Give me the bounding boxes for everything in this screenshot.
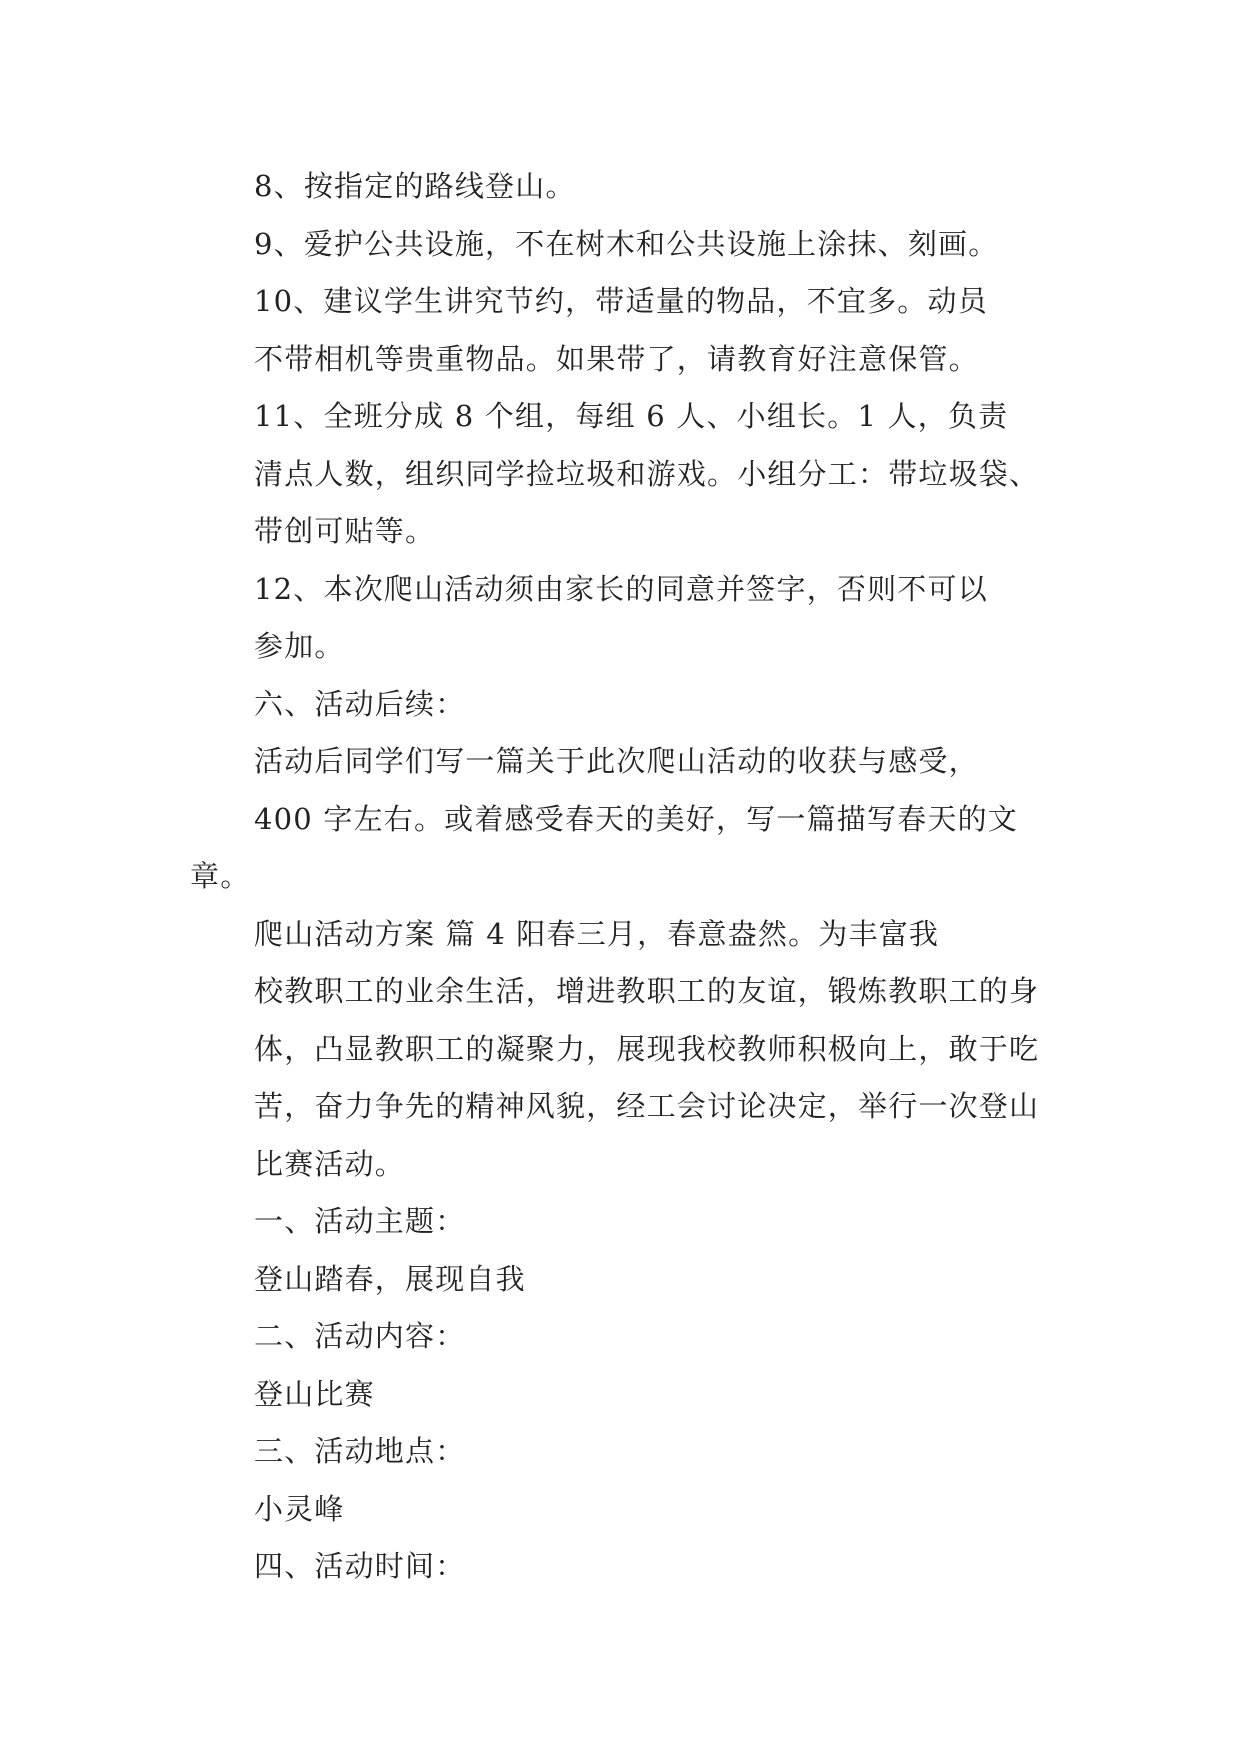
text-line: 六、活动后续： bbox=[254, 686, 466, 721]
text-line: 体，凸显教职工的凝聚力，展现我校教师积极向上，敢于吃 bbox=[254, 1031, 1040, 1066]
text-line: 不带相机等贵重物品。如果带了，请教育好注意保管。 bbox=[254, 341, 979, 376]
paragraph-content bbox=[190, 1366, 1070, 1424]
section-heading-time bbox=[190, 1538, 1070, 1596]
section-heading-theme bbox=[190, 1193, 1070, 1251]
text-line: 三、活动地点： bbox=[254, 1434, 466, 1468]
text-line: 登山踏春，展现自我 bbox=[254, 1261, 526, 1296]
text-line: 12、本次爬山活动须由家长的同意并签字，否则不可以 bbox=[254, 571, 988, 606]
text-line: 二、活动内容： bbox=[254, 1319, 466, 1353]
text-line: 苦，奋力争先的精神风貌，经工会讨论决定，举行一次登山 bbox=[254, 1089, 1040, 1123]
text-line: 清点人数，组织同学捡垃圾和游戏。小组分工：带垃圾袋、 bbox=[254, 456, 1040, 491]
text-line: 9、爱护公共设施，不在树木和公共设施上涂抹、刻画。 bbox=[254, 226, 999, 261]
text-line: 登山比赛 bbox=[254, 1376, 375, 1411]
text-line: 11、全班分成 8 个组，每组 6 人、小组长。1 人，负责 bbox=[254, 399, 1009, 433]
text-line: 活动后同学们写一篇关于此次爬山活动的收获与感受， bbox=[254, 744, 979, 778]
text-line: 一、活动主题： bbox=[254, 1204, 466, 1238]
paragraph-location bbox=[190, 1481, 1070, 1539]
paragraph-rule-10 bbox=[190, 273, 1070, 388]
paragraph-rule-9 bbox=[190, 216, 1070, 274]
paragraph-rule-11 bbox=[190, 388, 1070, 561]
text-line: 比赛活动。 bbox=[254, 1146, 406, 1181]
paragraph-theme bbox=[190, 1251, 1070, 1309]
text-line: 400 字左右。或着感受春天的美好，写一篇描写春天的文章。 bbox=[190, 801, 1018, 893]
section-heading-followup bbox=[190, 676, 1070, 734]
text-line: 四、活动时间： bbox=[254, 1549, 466, 1583]
paragraph-followup bbox=[190, 733, 1070, 906]
text-line: 带创可贴等。 bbox=[254, 514, 436, 548]
paragraph-rule-8 bbox=[190, 158, 1070, 216]
section-heading-location bbox=[190, 1423, 1070, 1481]
section-heading-content bbox=[190, 1308, 1070, 1366]
text-line: 参加。 bbox=[254, 629, 345, 663]
text-line: 10、建议学生讲究节约，带适量的物品，不宜多。动员 bbox=[254, 284, 988, 318]
text-line: 小灵峰 bbox=[254, 1491, 345, 1526]
text-line: 8、按指定的路线登山。 bbox=[254, 169, 576, 203]
paragraph-rule-12 bbox=[190, 561, 1070, 676]
text-line: 校教职工的业余生活，增进教职工的友谊，锻炼教职工的身 bbox=[254, 974, 1040, 1008]
text-line: 爬山活动方案 篇 4 阳春三月，春意盎然。为丰富我 bbox=[254, 916, 940, 951]
document-page bbox=[190, 158, 1070, 1596]
paragraph-plan-4-intro bbox=[190, 906, 1070, 1194]
